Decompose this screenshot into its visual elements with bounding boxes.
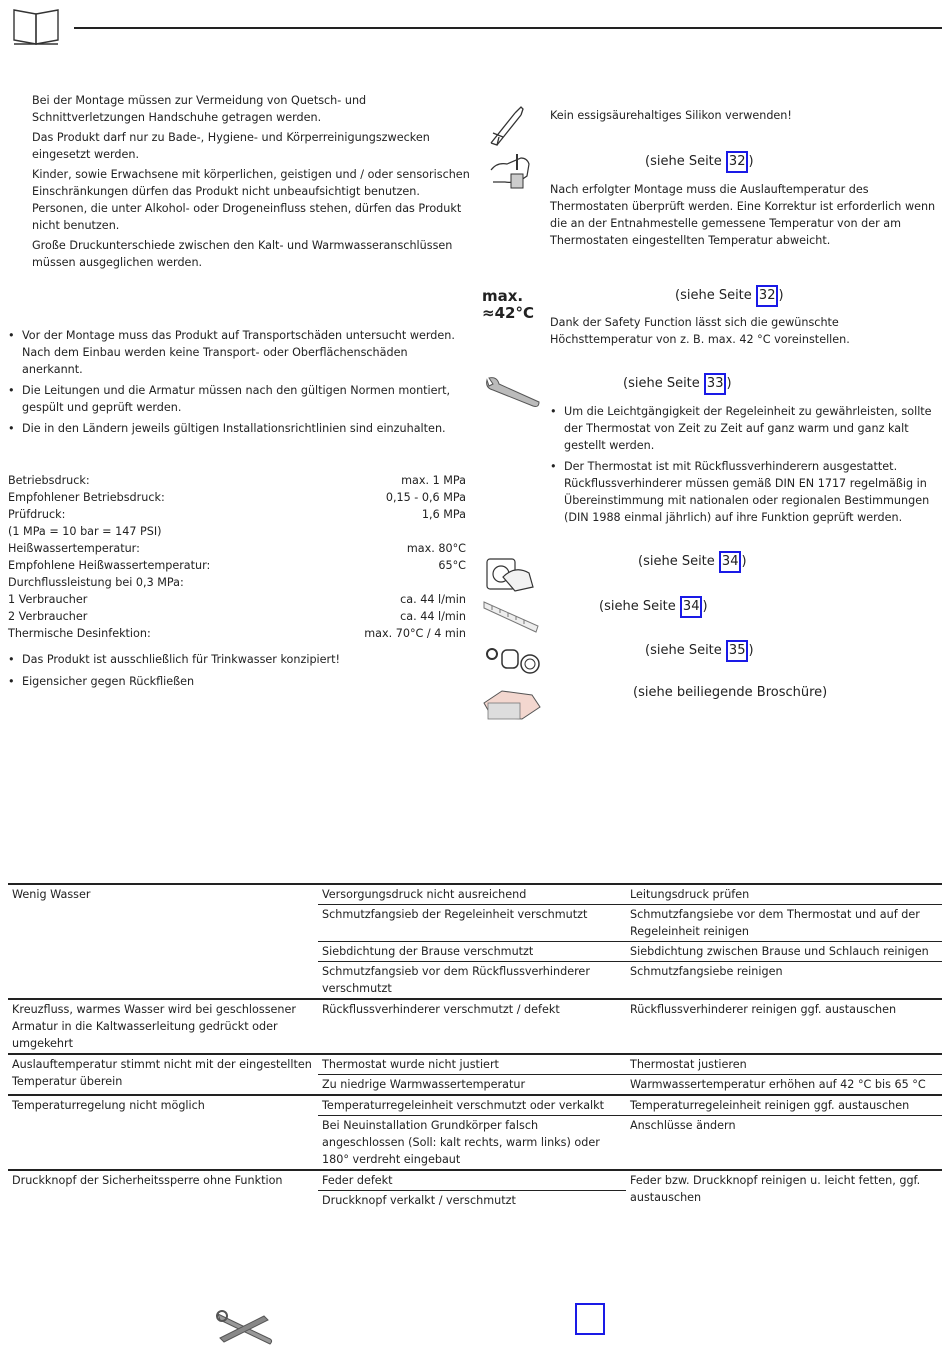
- cleaning-brochure-note: (siehe beiliegende Broschüre): [633, 685, 828, 700]
- spec-value: max. 80°C: [406, 542, 466, 555]
- header-rule: [74, 27, 942, 29]
- service-list: [550, 403, 942, 530]
- cause-cell: Zu niedrige Warmwassertemperatur: [318, 1075, 626, 1096]
- page-link-34[interactable]: 34: [719, 551, 742, 573]
- see-page-service: [623, 373, 732, 395]
- spec-label: Durchflussleistung bei 0,3 MPa:: [8, 576, 184, 589]
- cause-cell: Thermostat wurde nicht justiert: [318, 1054, 626, 1075]
- see-prefix: (siehe Seite: [675, 288, 756, 303]
- safety-function-text: Dank der Safety Function lässt sich die gewünschte Höchsttemperatur von z. B. max. 42 °C voreinstellen.: [550, 316, 850, 346]
- see-suffix: ): [748, 154, 754, 169]
- problem-cell: Wenig Wasser: [8, 884, 318, 999]
- page-link-32[interactable]: 32: [726, 151, 749, 173]
- remedy-cell: Leitungsdruck prüfen: [626, 884, 942, 905]
- problem-cell: Auslauftemperatur stimmt nicht mit der eingestellten Temperatur überein: [8, 1054, 318, 1095]
- problem-cell: Druckknopf der Sicherheitssperre ohne Funktion: [8, 1170, 318, 1210]
- spec-label: Betriebsdruck:: [8, 474, 90, 487]
- page-marker-box: [575, 1303, 605, 1335]
- spec-row: [8, 591, 466, 608]
- see-prefix: (siehe Seite: [599, 599, 680, 614]
- spec-value: 0,15 - 0,6 MPa: [385, 491, 466, 504]
- see-prefix: (siehe Seite: [638, 554, 719, 569]
- troubleshooting-table: [8, 883, 942, 1210]
- spec-label: Thermische Desinfektion:: [8, 627, 151, 640]
- page-link-34[interactable]: 34: [680, 596, 703, 618]
- spare-parts-icon: [484, 642, 542, 680]
- safety-paragraph: Bei der Montage müssen zur Vermeidung von Quetsch- und Schnittverletzungen Handschuhe getragen werden.: [32, 94, 367, 124]
- spec-label: 1 Verbraucher: [8, 593, 88, 606]
- problem-cell: Kreuzfluss, warmes Wasser wird bei geschlossener Armatur in die Kaltwasserleitung gedrückt oder umgekehrt: [8, 999, 318, 1054]
- table-row: [8, 884, 942, 905]
- cause-cell: Versorgungsdruck nicht ausreichend: [318, 884, 626, 905]
- page-link-35[interactable]: 35: [726, 640, 749, 662]
- spec-row: [8, 506, 466, 523]
- remedy-cell: Thermostat justieren: [626, 1054, 942, 1075]
- spec-label: 2 Verbraucher: [8, 610, 88, 623]
- table-row: [8, 1095, 942, 1116]
- see-page-parts: [645, 640, 754, 662]
- remedy-cell: Siebdichtung zwischen Brause und Schlauch reinigen: [626, 942, 942, 962]
- cleaning-hand-icon: [482, 685, 544, 723]
- see-suffix: ): [778, 288, 784, 303]
- mounting-notes: [8, 327, 470, 441]
- spec-value: ca. 44 l/min: [400, 593, 466, 606]
- spec-row: [8, 523, 466, 540]
- spec-bullet: • Eigensicher gegen Rückfließen: [8, 673, 470, 690]
- manual-book-icon: [12, 8, 62, 46]
- safety-paragraph: Kinder, sowie Erwachsene mit körperlichen, geistigen und / oder sensorischen Einschränkungen dürfen das Produkt nicht unbeaufsichtigt benutzen. Personen, die unter Alkohol- oder Drogeneinfluss stehen, dürfen das Produkt nicht benutzen.: [32, 168, 470, 232]
- service-item: • Der Thermostat ist mit Rückflussverhinderern ausgestattet. Rückflussverhinderer müssen gemäß DIN EN 1717 regelmäßig in Übereinstimmung mit nationalen oder regionalen Bestimmungen (DIN 1988 einmal jährlich) auf ihre Funktion geprüft werden.: [550, 458, 942, 526]
- spec-row: [8, 574, 466, 591]
- max-label: max.: [482, 287, 524, 305]
- safety-paragraph: Große Druckunterschiede zwischen den Kalt- und Warmwasseranschlüssen müssen ausgeglichen werden.: [32, 239, 453, 269]
- service-item: • Um die Leichtgängigkeit der Regeleinheit zu gewährleisten, sollte der Thermostat von Zeit zu Zeit auf ganz warm und ganz kalt gestellt werden.: [550, 403, 942, 454]
- cause-cell: Druckknopf verkalkt / verschmutzt: [318, 1191, 626, 1211]
- spec-label: (1 MPa = 10 bar = 147 PSI): [8, 525, 162, 538]
- spec-bullets: [8, 651, 470, 694]
- safety-paragraph: Das Produkt darf nur zu Bade-, Hygiene- und Körperreinigungszwecken eingesetzt werden.: [32, 131, 430, 161]
- spec-row: [8, 472, 466, 489]
- cause-cell: Siebdichtung der Brause verschmutzt: [318, 942, 626, 962]
- cause-cell: Feder defekt: [318, 1170, 626, 1191]
- table-row: [8, 1170, 942, 1191]
- remedy-cell: Rückflussverhinderer reinigen ggf. austauschen: [626, 999, 942, 1054]
- mounting-item: • Vor der Montage muss das Produkt auf Transportschäden untersucht werden. Nach dem Einbau werden keine Transport- oder Oberflächenschäden anerkannt.: [8, 327, 470, 378]
- page-link-32[interactable]: 32: [756, 285, 779, 307]
- see-prefix: (siehe Seite: [645, 154, 726, 169]
- spec-label: Empfohlener Betriebsdruck:: [8, 491, 165, 504]
- see-page-safety: [675, 285, 784, 307]
- max-temp-icon: [482, 288, 534, 322]
- see-page-dimensions: [599, 596, 708, 618]
- remedy-cell: Feder bzw. Druckknopf reinigen u. leicht fetten, ggf. austauschen: [626, 1170, 942, 1210]
- spec-label: Heißwassertemperatur:: [8, 542, 140, 555]
- thermometer-hand-icon: [487, 150, 535, 192]
- remedy-cell: Schmutzfangsiebe reinigen: [626, 962, 942, 1000]
- operation-hand-icon: [485, 555, 537, 595]
- mounting-item: • Die Leitungen und die Armatur müssen nach den gültigen Normen montiert, gespült und geprüft werden.: [8, 382, 470, 416]
- cause-cell: Temperaturregeleinheit verschmutzt oder verkalkt: [318, 1095, 626, 1116]
- spec-row: [8, 557, 466, 574]
- spec-value: max. 1 MPa: [401, 474, 466, 487]
- remedy-cell: Schmutzfangsiebe vor dem Thermostat und auf der Regeleinheit reinigen: [626, 905, 942, 942]
- spec-bullet: • Das Produkt ist ausschließlich für Trinkwasser konzipiert!: [8, 651, 470, 668]
- adjust-text: Nach erfolgter Montage muss die Auslauftemperatur des Thermostaten überprüft werden. Eine Korrektur ist erforderlich wenn die an der Entnahmestelle gemessene Temperatur von der am Thermostaten eingestellten Temperatur abweicht.: [550, 183, 936, 247]
- silicone-note: Kein essigsäurehaltiges Silikon verwenden!: [550, 109, 792, 122]
- cause-cell: Rückflussverhinderer verschmutzt / defekt: [318, 999, 626, 1054]
- safety-notes: [32, 92, 470, 274]
- tools-icon: [214, 1308, 276, 1348]
- spec-row: [8, 608, 466, 625]
- spec-value: 65°C: [438, 559, 466, 572]
- dimensions-ruler-icon: [482, 596, 542, 636]
- cause-cell: Schmutzfangsieb vor dem Rückflussverhinderer verschmutzt: [318, 962, 626, 1000]
- see-page-adjust: [645, 151, 754, 173]
- table-row: [8, 999, 942, 1054]
- remedy-cell: Warmwassertemperatur erhöhen auf 42 °C bis 65 °C: [626, 1075, 942, 1096]
- see-suffix: ): [748, 643, 754, 658]
- problem-cell: Temperaturregelung nicht möglich: [8, 1095, 318, 1170]
- spec-label: Prüfdruck:: [8, 508, 66, 521]
- mounting-item: • Die in den Ländern jeweils gültigen Installationsrichtlinien sind einzuhalten.: [8, 420, 470, 437]
- wrench-icon: [483, 374, 541, 410]
- silicone-gun-icon: [487, 103, 527, 149]
- see-page-operation: [638, 551, 747, 573]
- see-suffix: ): [702, 599, 708, 614]
- technical-data: [8, 472, 466, 642]
- spec-value: ca. 44 l/min: [400, 610, 466, 623]
- spec-row: [8, 540, 466, 557]
- remedy-cell: Temperaturregeleinheit reinigen ggf. austauschen: [626, 1095, 942, 1116]
- max-temp-value: ≈42°C: [482, 304, 534, 322]
- table-row: [8, 1054, 942, 1075]
- see-suffix: ): [741, 554, 747, 569]
- see-prefix: (siehe Seite: [623, 376, 704, 391]
- cause-cell: Bei Neuinstallation Grundkörper falsch angeschlossen (Soll: kalt rechts, warm links) oder 180° verdreht eingebaut: [318, 1116, 626, 1171]
- spec-row: [8, 489, 466, 506]
- spec-value: 1,6 MPa: [421, 508, 466, 521]
- spec-label: Empfohlene Heißwassertemperatur:: [8, 559, 211, 572]
- spec-row: [8, 625, 466, 642]
- cause-cell: Schmutzfangsieb der Regeleinheit verschmutzt: [318, 905, 626, 942]
- see-prefix: (siehe Seite: [645, 643, 726, 658]
- spec-value: max. 70°C / 4 min: [364, 627, 466, 640]
- see-suffix: ): [726, 376, 732, 391]
- page-link-33[interactable]: 33: [704, 373, 727, 395]
- remedy-cell: Anschlüsse ändern: [626, 1116, 942, 1171]
